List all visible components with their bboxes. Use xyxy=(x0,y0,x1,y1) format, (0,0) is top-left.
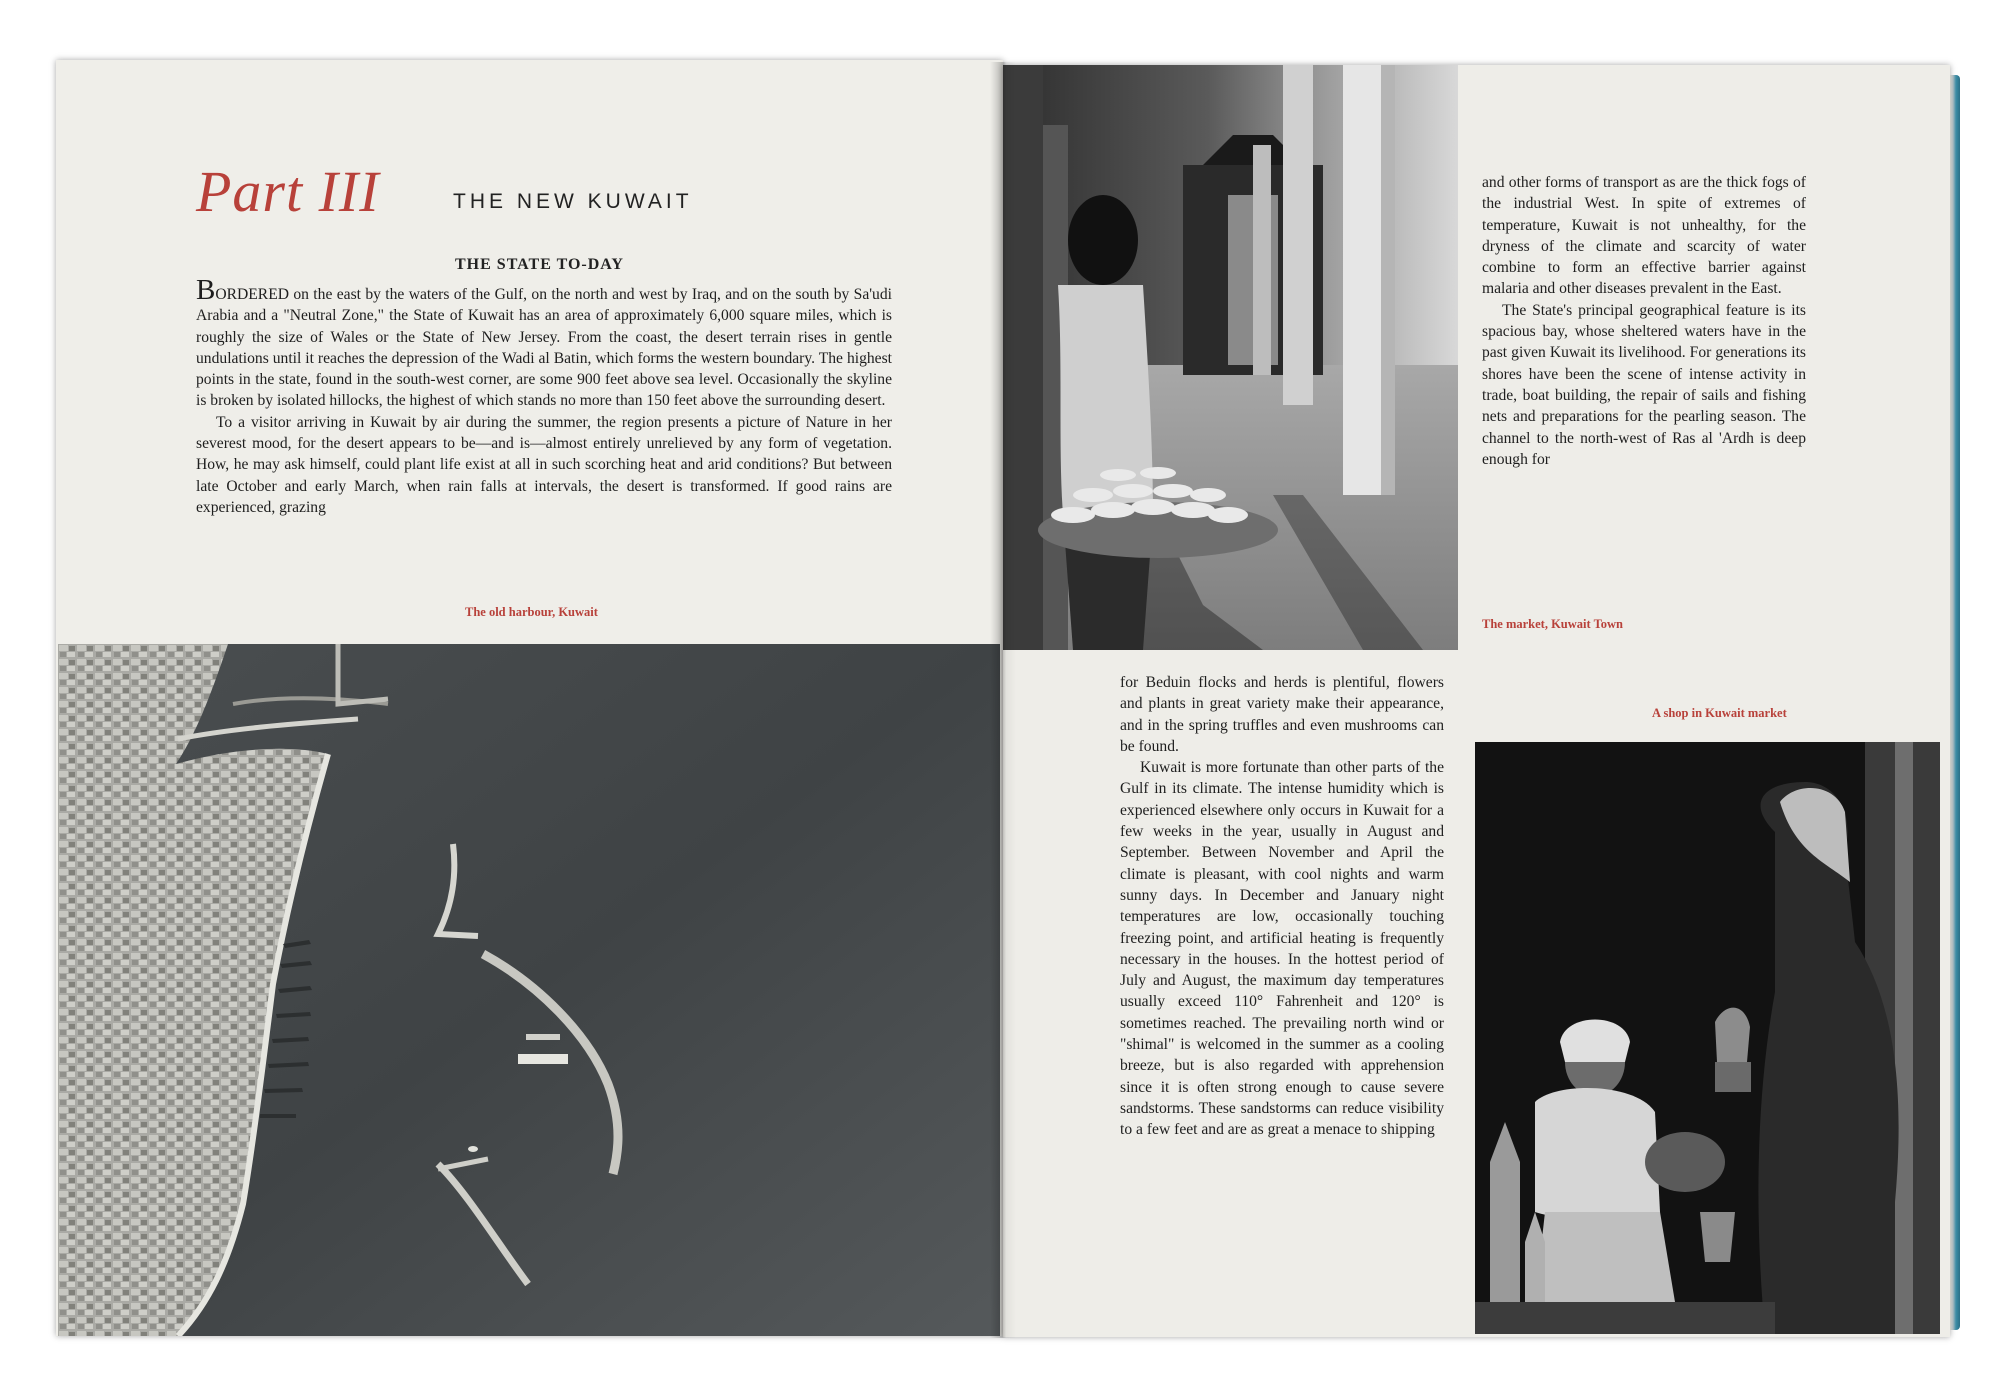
paragraph-text: ORDERED on the east by the waters of the Gulf, on the north and west by Iraq, and on the south by Sa'udi Arabia and a "Neutral Zone," the State of Kuwait has an area of approximately 6,000 square miles, which is roughly the size of Wales or the State of New Jersey. From the coast, the desert terrain rises in gentle undulations until it reaches the depression of the Wadi al Batin, which forms the western boundary. The highest points in the state, found in the south-west corner, are some 900 feet above sea level. Occasionally the skyline is broken by isolated hillocks, the highest of which stands no more than 150 feet above the surrounding desert. xyxy=(196,286,892,410)
paragraph: for Beduin flocks and herds is plentiful, flowers and plants in great variety make their appearance, and in the spring truffles and even mushrooms can be found. xyxy=(1120,674,1444,755)
left-body-text xyxy=(196,274,892,518)
part-subtitle: THE NEW KUWAIT xyxy=(453,190,693,213)
shop-photo xyxy=(1475,742,1940,1334)
page-edges xyxy=(1950,75,1960,1330)
caption-harbour: The old harbour, Kuwait xyxy=(465,605,598,619)
right-bottom-body-text xyxy=(1120,672,1444,1141)
market-photo xyxy=(1003,65,1458,650)
paragraph: Kuwait is more fortunate than other parts of the Gulf in its climate. The intense humidity which is experienced elsewhere only occurs in Kuwait for a few weeks in the year, usually in August and September. Between November and April the climate is pleasant, with cool nights and warm sunny days. In December and January night temperatures are low, occasionally touching freezing point, and artificial heating is frequently necessary in the houses. In the hottest period of July and August, the maximum day temperatures usually exceed 110° Fahrenheit and 120° is sometimes reached. The prevailing north wind or "shimal" is welcomed in the summer as a cooling breeze, but is also regarded with apprehension since it is often strong enough to cause severe sandstorms. These sandstorms can reduce visibility to a few feet and are as great a menace to shipping xyxy=(1120,759,1444,1139)
paragraph: To a visitor arriving in Kuwait by air during the summer, the region presents a picture of Nature in her severest mood, for the desert appears to be—and is—almost entirely unrelieved by any form of vegetation. How, he may ask himself, could plant life exist at all in such scorching heat and arid conditions? But between late October and early March, when rain falls at intervals, the desert is transformed. If good rains are experienced, grazing xyxy=(196,413,892,516)
harbour-photo xyxy=(58,644,1000,1336)
right-top-body-text xyxy=(1482,172,1806,470)
section-title: THE STATE TO-DAY xyxy=(455,256,624,273)
drop-cap: B xyxy=(196,274,216,306)
paragraph xyxy=(196,274,892,412)
caption-market: The market, Kuwait Town xyxy=(1482,617,1623,631)
paragraph: The State's principal geographical feature is its spacious bay, whose sheltered waters have in the past given Kuwait its livelihood. For generations its shores have been the scene of intense activity in trade, boat building, the repair of sails and fishing nets and preparations for the pearling season. The channel to the north-west of Ras al 'Ardh is deep enough for xyxy=(1482,301,1806,468)
paragraph: and other forms of transport as are the thick fogs of the industrial West. In spite of extremes of temperature, Kuwait is not unhealthy, for the dryness of the climate and scarcity of water combine to form an effective barrier against malaria and other diseases prevalent in the East. xyxy=(1482,174,1806,298)
part-title: Part III xyxy=(196,159,380,224)
caption-shop: A shop in Kuwait market xyxy=(1652,706,1787,720)
